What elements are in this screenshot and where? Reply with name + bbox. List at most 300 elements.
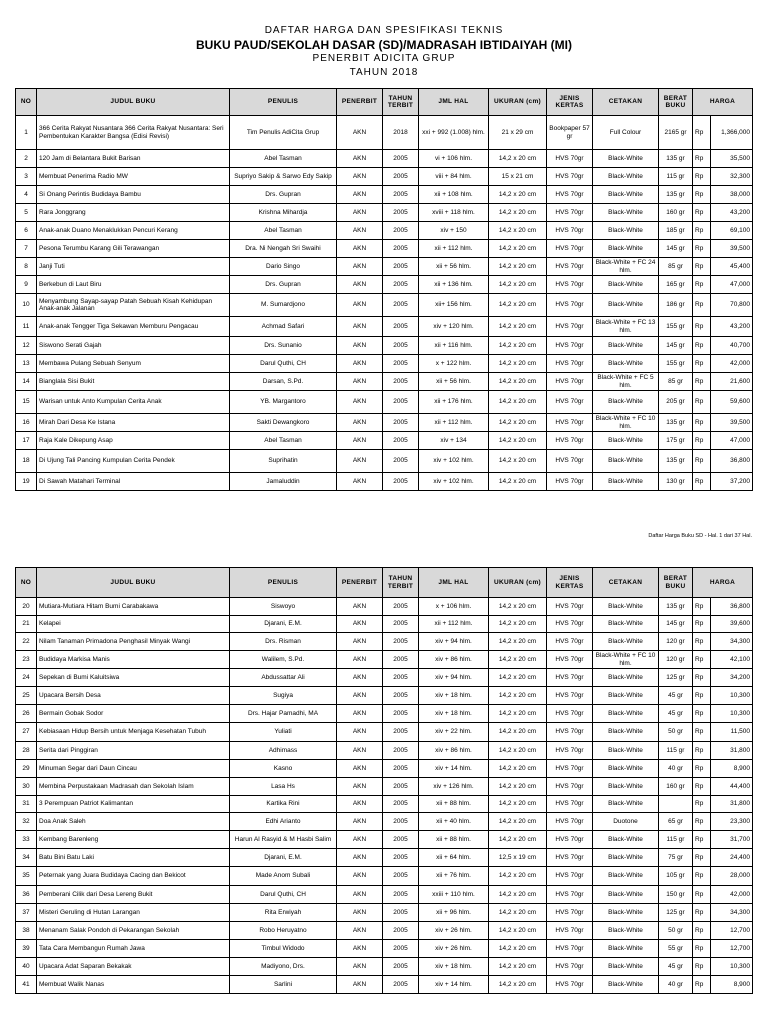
cell-penulis: Abdussattar Ali [230,669,337,687]
cell-cetakan: Black-White [593,150,659,168]
cell-jml: xii + 176 hlm. [419,391,489,414]
cell-rp: Rp [693,414,711,432]
cell-judul: Minuman Segar dari Daun Cincau [37,760,230,778]
cell-rp: Rp [693,294,711,317]
cell-ukuran: 21 x 29 cm [489,116,547,150]
cell-ukuran: 14,2 x 20 cm [489,760,547,778]
cell-judul: Nilam Tanaman Primadona Penghasil Minyak Wangi [37,633,230,651]
table-row [16,204,753,222]
table-row [16,168,753,186]
cell-ukuran: 14,2 x 20 cm [489,240,547,258]
cell-ukuran: 14,2 x 20 cm [489,705,547,723]
cell-ukuran: 14,2 x 20 cm [489,186,547,204]
cell-ukuran: 14,2 x 20 cm [489,450,547,473]
cell-penulis: Dra. Ni Nengah Sri Swaihi [230,240,337,258]
cell-penulis: Supriyo Sakip & Sarwo Edy Sakip [230,168,337,186]
cell-harga: 24,400 [711,849,753,867]
cell-rp: Rp [693,204,711,222]
cell-rp: Rp [693,337,711,355]
cell-berat: 165 gr [659,276,693,294]
cell-no: 22 [16,633,37,651]
cell-berat: 2165 gr [659,116,693,150]
cell-jenis: HVS 70gr [547,742,593,760]
cell-berat: 65 gr [659,813,693,831]
cell-harga: 8,900 [711,976,753,994]
cell-judul: Kebiasaan Hidup Bersih untuk Menjaga Kesehatan Tubuh [37,723,230,742]
cell-tahun: 2005 [383,473,419,491]
col-jenis: JENIS KERTAS [547,89,593,116]
cell-harga: 45,400 [711,258,753,276]
cell-judul: Di Ujung Tali Pancing Kumpulan Cerita Pendek [37,450,230,473]
cell-judul: Anak-anak Duano Menaklukkan Pencuri Kerang [37,222,230,240]
cell-cetakan: Black-White [593,669,659,687]
cell-berat: 50 gr [659,922,693,940]
cell-jenis: HVS 70gr [547,796,593,813]
cell-tahun: 2005 [383,258,419,276]
table-row [16,742,753,760]
cell-tahun: 2005 [383,450,419,473]
cell-cetakan: Duotone [593,813,659,831]
cell-ukuran: 14,2 x 20 cm [489,337,547,355]
table-row [16,633,753,651]
cell-jml: xiv + 26 hlm. [419,940,489,958]
cell-berat: 55 gr [659,940,693,958]
cell-penerbit: AKN [337,886,383,904]
cell-jenis: HVS 70gr [547,687,593,705]
cell-penerbit: AKN [337,849,383,867]
cell-jenis: HVS 70gr [547,355,593,373]
cell-penulis: Djarani, E.M. [230,849,337,867]
cell-berat: 85 gr [659,373,693,391]
cell-harga: 39,600 [711,616,753,633]
cell-jml: xiv + 94 hlm. [419,633,489,651]
cell-rp: Rp [693,904,711,922]
cell-cetakan: Black-White [593,976,659,994]
cell-cetakan: Black-White [593,616,659,633]
cell-tahun: 2005 [383,432,419,450]
cell-rp: Rp [693,813,711,831]
cell-no: 14 [16,373,37,391]
cell-jenis: HVS 70gr [547,705,593,723]
cell-tahun: 2005 [383,760,419,778]
cell-jml: xii + 112 hlm. [419,414,489,432]
cell-judul: Warisan untuk Anto Kumpulan Cerita Anak [37,391,230,414]
col-no: NO [16,89,37,116]
cell-tahun: 2005 [383,849,419,867]
cell-penulis: Drs. Gupran [230,186,337,204]
cell-penerbit: AKN [337,760,383,778]
cell-rp: Rp [693,651,711,669]
cell-tahun: 2005 [383,922,419,940]
cell-cetakan: Black-White [593,687,659,705]
cell-berat: 145 gr [659,616,693,633]
cell-jenis: HVS 70gr [547,240,593,258]
cell-harga: 42,000 [711,886,753,904]
cell-jenis: HVS 70gr [547,432,593,450]
cell-jenis: HVS 70gr [547,867,593,886]
cell-penulis: Drs. Risman [230,633,337,651]
col-penerbit: PENERBIT [337,568,383,598]
cell-cetakan: Black-White [593,922,659,940]
cell-jenis: HVS 70gr [547,616,593,633]
cell-rp: Rp [693,831,711,849]
table-row [16,813,753,831]
cell-penerbit: AKN [337,473,383,491]
col-cetakan: CETAKAN [593,568,659,598]
table-body [16,598,753,994]
cell-harga: 10,300 [711,958,753,976]
cell-cetakan: Full Colour [593,116,659,150]
cell-rp: Rp [693,886,711,904]
table-row [16,222,753,240]
cell-judul: Tata Cara Membangun Rumah Jawa [37,940,230,958]
cell-jml: xiv + 102 hlm. [419,473,489,491]
col-harga: HARGA [693,89,753,116]
table-row [16,669,753,687]
cell-tahun: 2005 [383,222,419,240]
cell-jenis: HVS 70gr [547,150,593,168]
cell-jenis: HVS 70gr [547,473,593,491]
cell-tahun: 2005 [383,705,419,723]
cell-penulis: Edhi Arianto [230,813,337,831]
cell-jml: xiv + 86 hlm. [419,651,489,669]
table-row [16,373,753,391]
cell-penulis: YB. Margantoro [230,391,337,414]
cell-cetakan: Black-White [593,598,659,616]
cell-judul: Upacara Bersih Desa [37,687,230,705]
cell-tahun: 2005 [383,867,419,886]
cell-ukuran: 14,2 x 20 cm [489,669,547,687]
cell-rp: Rp [693,796,711,813]
cell-berat: 160 gr [659,204,693,222]
table-row [16,317,753,337]
cell-cetakan: Black-White [593,222,659,240]
cell-tahun: 2005 [383,337,419,355]
cell-cetakan: Black-White [593,849,659,867]
cell-rp: Rp [693,940,711,958]
cell-harga: 34,300 [711,633,753,651]
cell-penerbit: AKN [337,633,383,651]
cell-cetakan: Black-White [593,276,659,294]
cell-rp: Rp [693,473,711,491]
table-row [16,760,753,778]
cell-jenis: HVS 70gr [547,849,593,867]
cell-judul: Sepekan di Bumi Kaluitsiwa [37,669,230,687]
cell-penerbit: AKN [337,337,383,355]
cell-jml: xiv + 18 hlm. [419,687,489,705]
cell-cetakan: Black-White [593,186,659,204]
cell-rp: Rp [693,958,711,976]
cell-berat [659,796,693,813]
cell-berat: 150 gr [659,886,693,904]
cell-harga: 69,100 [711,222,753,240]
cell-jml: xii+ 156 hlm. [419,294,489,317]
cell-cetakan: Black-White [593,168,659,186]
cell-penulis: Made Anom Subali [230,867,337,886]
cell-rp: Rp [693,669,711,687]
cell-judul: Mutiara-Mutiara Hitam Bumi Carabakawa [37,598,230,616]
cell-penulis: Sakti Dewangkoro [230,414,337,432]
cell-ukuran: 14,2 x 20 cm [489,867,547,886]
cell-penulis: Adhimass [230,742,337,760]
cell-judul: 120 Jam di Belantara Bukit Barisan [37,150,230,168]
cell-no: 20 [16,598,37,616]
cell-rp: Rp [693,317,711,337]
cell-penerbit: AKN [337,432,383,450]
cell-berat: 125 gr [659,904,693,922]
cell-cetakan: Black-White [593,867,659,886]
cell-ukuran: 14,2 x 20 cm [489,317,547,337]
cell-tahun: 2005 [383,796,419,813]
cell-penulis: Djarani, E.M. [230,616,337,633]
cell-ukuran: 14,2 x 20 cm [489,723,547,742]
cell-judul: Di Sawah Matahari Terminal [37,473,230,491]
cell-penerbit: AKN [337,186,383,204]
cell-berat: 115 gr [659,742,693,760]
cell-ukuran: 14,2 x 20 cm [489,391,547,414]
cell-rp: Rp [693,616,711,633]
cell-harga: 40,700 [711,337,753,355]
cell-berat: 40 gr [659,976,693,994]
cell-jml: xii + 76 hlm. [419,867,489,886]
cell-ukuran: 14,2 x 20 cm [489,778,547,796]
cell-harga: 32,300 [711,168,753,186]
cell-penulis: Timbul Widodo [230,940,337,958]
cell-no: 3 [16,168,37,186]
cell-berat: 105 gr [659,867,693,886]
table-header-row [16,568,753,598]
cell-penulis: Dario Singo [230,258,337,276]
cell-jml: xii + 40 hlm. [419,813,489,831]
cell-tahun: 2005 [383,186,419,204]
cell-jml: xiv + 22 hlm. [419,723,489,742]
cell-harga: 21,600 [711,373,753,391]
cell-ukuran: 14,2 x 20 cm [489,904,547,922]
cell-jml: viii + 84 hlm. [419,168,489,186]
cell-harga: 1,366,000 [711,116,753,150]
cell-jml: xiv + 126 hlm. [419,778,489,796]
cell-harga: 44,400 [711,778,753,796]
cell-berat: 135 gr [659,450,693,473]
table-row [16,450,753,473]
col-penulis: PENULIS [230,568,337,598]
cell-judul: Pesona Terumbu Karang Gili Terawangan [37,240,230,258]
table-row [16,976,753,994]
col-penerbit: PENERBIT [337,89,383,116]
cell-jenis: HVS 70gr [547,813,593,831]
cell-harga: 37,200 [711,473,753,491]
cell-no: 28 [16,742,37,760]
cell-judul: Berkebun di Laut Biru [37,276,230,294]
cell-penulis: Abel Tasman [230,150,337,168]
cell-cetakan: Black-White [593,391,659,414]
cell-harga: 28,000 [711,867,753,886]
cell-tahun: 2005 [383,204,419,222]
cell-jml: xii + 116 hlm. [419,337,489,355]
cell-judul: Upacara Adat Saparan Bekakak [37,958,230,976]
cell-penerbit: AKN [337,940,383,958]
cell-jml: xii + 56 hlm. [419,258,489,276]
cell-cetakan: Black-White [593,742,659,760]
cell-no: 39 [16,940,37,958]
cell-judul: Membuat Walik Nanas [37,976,230,994]
cell-judul: Serita dari Pinggiran [37,742,230,760]
cell-berat: 75 gr [659,849,693,867]
cell-jenis: Bookpaper 57 gr [547,116,593,150]
cell-harga: 59,600 [711,391,753,414]
cell-jml: vi + 106 hlm. [419,150,489,168]
cell-penulis: Darul Quthi, CH [230,355,337,373]
cell-berat: 40 gr [659,760,693,778]
cell-ukuran: 14,2 x 20 cm [489,204,547,222]
cell-cetakan: Black-White [593,723,659,742]
cell-ukuran: 14,2 x 20 cm [489,150,547,168]
cell-penerbit: AKN [337,958,383,976]
cell-harga: 34,300 [711,904,753,922]
cell-penerbit: AKN [337,355,383,373]
cell-penerbit: AKN [337,705,383,723]
col-tahun: TAHUN TERBIT [383,568,419,598]
table-row [16,831,753,849]
cell-no: 5 [16,204,37,222]
cell-no: 29 [16,760,37,778]
cell-rp: Rp [693,186,711,204]
cell-jml: xxiii + 110 hlm. [419,886,489,904]
cell-penerbit: AKN [337,669,383,687]
table-row [16,294,753,317]
cell-rp: Rp [693,705,711,723]
header-line-2: BUKU PAUD/SEKOLAH DASAR (SD)/MADRASAH IBTIDAIYAH (MI) [196,38,572,52]
table-row [16,616,753,633]
cell-penerbit: AKN [337,414,383,432]
cell-penulis: Siswoyo [230,598,337,616]
cell-penerbit: AKN [337,723,383,742]
cell-cetakan: Black-White [593,904,659,922]
cell-berat: 155 gr [659,317,693,337]
cell-berat: 160 gr [659,778,693,796]
cell-judul: Bianglala Sisi Bukit [37,373,230,391]
cell-tahun: 2005 [383,886,419,904]
table-row [16,391,753,414]
cell-judul: Janji Tuti [37,258,230,276]
table-row [16,116,753,150]
cell-penerbit: AKN [337,616,383,633]
cell-jenis: HVS 70gr [547,294,593,317]
cell-jenis: HVS 70gr [547,778,593,796]
cell-no: 35 [16,867,37,886]
cell-rp: Rp [693,450,711,473]
cell-berat: 115 gr [659,831,693,849]
col-jml: JML HAL [419,568,489,598]
cell-cetakan: Black-White [593,796,659,813]
cell-berat: 45 gr [659,958,693,976]
cell-penerbit: AKN [337,651,383,669]
cell-tahun: 2005 [383,940,419,958]
cell-berat: 50 gr [659,723,693,742]
cell-ukuran: 14,2 x 20 cm [489,651,547,669]
cell-jml: xiv + 14 hlm. [419,976,489,994]
cell-tahun: 2005 [383,831,419,849]
cell-jml: xiv + 120 hlm. [419,317,489,337]
cell-penerbit: AKN [337,976,383,994]
col-berat: BERAT BUKU [659,89,693,116]
cell-cetakan: Black-White + FC 13 hlm. [593,317,659,337]
cell-harga: 35,500 [711,150,753,168]
cell-jenis: HVS 70gr [547,391,593,414]
cell-no: 36 [16,886,37,904]
cell-jml: x + 106 hlm. [419,598,489,616]
cell-no: 17 [16,432,37,450]
cell-penulis: Tim Penulis AdiCita Grup [230,116,337,150]
cell-berat: 115 gr [659,168,693,186]
cell-no: 34 [16,849,37,867]
cell-penerbit: AKN [337,276,383,294]
cell-harga: 47,000 [711,432,753,450]
document-header [0,24,768,80]
cell-no: 38 [16,922,37,940]
cell-jml: xiv + 14 hlm. [419,760,489,778]
cell-ukuran: 14,2 x 20 cm [489,598,547,616]
cell-no: 1 [16,116,37,150]
cell-harga: 31,700 [711,831,753,849]
cell-no: 30 [16,778,37,796]
cell-jml: xiv + 26 hlm. [419,922,489,940]
cell-jenis: HVS 70gr [547,222,593,240]
cell-penerbit: AKN [337,796,383,813]
table-row [16,651,753,669]
cell-penerbit: AKN [337,258,383,276]
cell-jenis: HVS 70gr [547,831,593,849]
cell-berat: 45 gr [659,705,693,723]
cell-ukuran: 14,2 x 20 cm [489,473,547,491]
cell-no: 40 [16,958,37,976]
cell-tahun: 2005 [383,976,419,994]
cell-judul: Si Onang Perintis Budidaya Bambu [37,186,230,204]
cell-harga: 70,800 [711,294,753,317]
cell-berat: 120 gr [659,651,693,669]
cell-no: 31 [16,796,37,813]
cell-berat: 155 gr [659,355,693,373]
cell-ukuran: 14,2 x 20 cm [489,222,547,240]
cell-harga: 31,800 [711,796,753,813]
col-harga: HARGA [693,568,753,598]
cell-jml: xii + 88 hlm. [419,831,489,849]
table-row [16,904,753,922]
cell-no: 32 [16,813,37,831]
cell-tahun: 2005 [383,616,419,633]
cell-tahun: 2005 [383,373,419,391]
cell-penulis: Drs. Hajar Pamadhi, MA [230,705,337,723]
col-cetakan: CETAKAN [593,89,659,116]
table-row [16,723,753,742]
cell-berat: 125 gr [659,669,693,687]
cell-no: 7 [16,240,37,258]
cell-penulis: Drs. Sunanio [230,337,337,355]
table-row [16,849,753,867]
cell-judul: Membawa Pulang Sebuah Senyum [37,355,230,373]
cell-no: 33 [16,831,37,849]
cell-harga: 31,800 [711,742,753,760]
cell-cetakan: Black-White + FC 10 hlm. [593,651,659,669]
cell-ukuran: 14,2 x 20 cm [489,616,547,633]
cell-rp: Rp [693,867,711,886]
cell-berat: 205 gr [659,391,693,414]
cell-cetakan: Black-White [593,240,659,258]
header-line-1: DAFTAR HARGA DAN SPESIFIKASI TEKNIS [264,25,504,36]
cell-penerbit: AKN [337,373,383,391]
cell-judul: Rara Jonggrang [37,204,230,222]
cell-penulis: Harun Al Rasyid & M Hasbi Salim [230,831,337,849]
